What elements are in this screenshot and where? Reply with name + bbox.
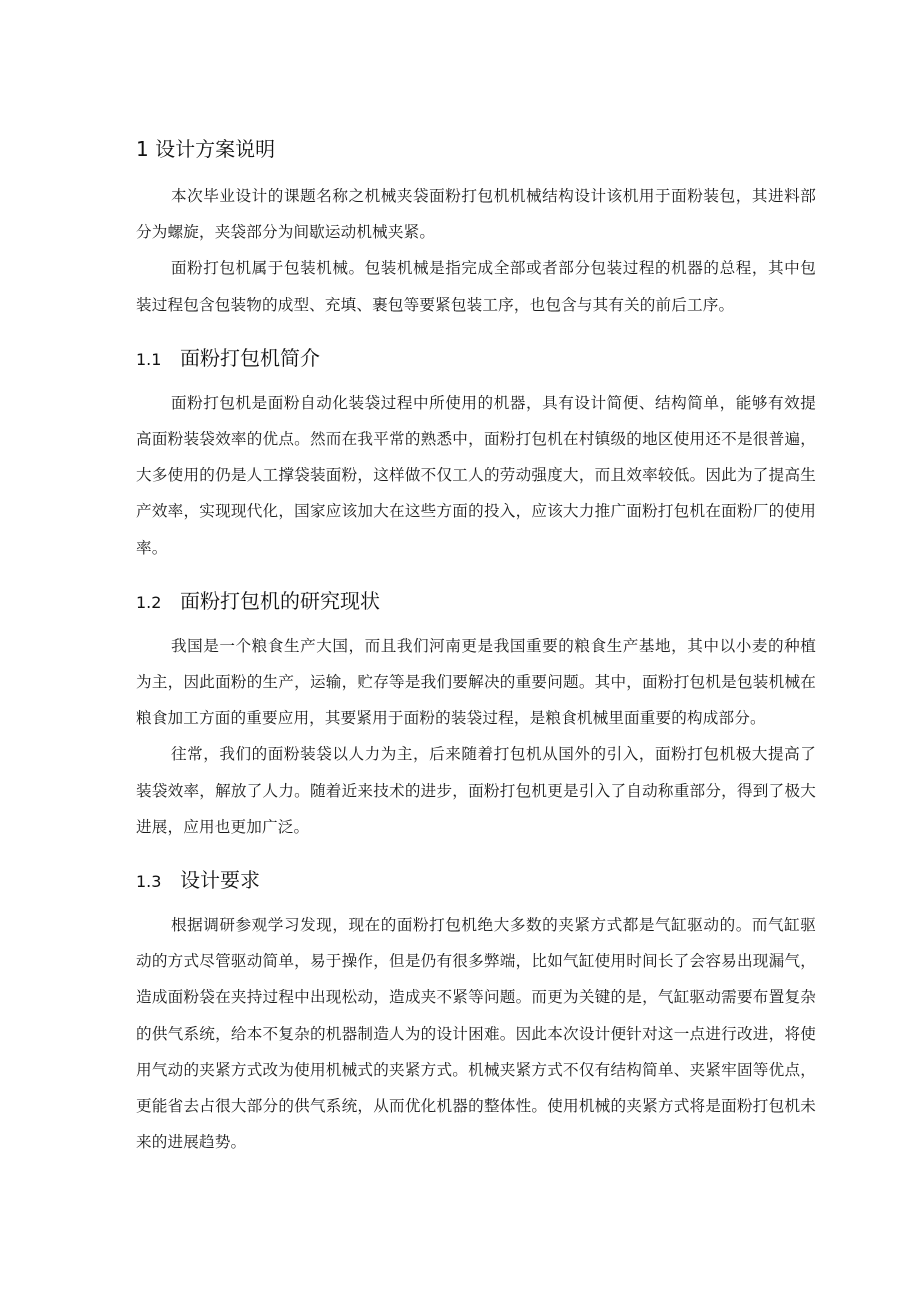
document-body — [136, 132, 816, 1160]
paragraph: 往常，我们的面粉装袋以人力为主，后来随着打包机从国外的引入，面粉打包机极大提高了装袋效率，解放了人力。随着近来技术的进步，面粉打包机更是引入了自动称重部分，得到了极大进展，应用也更加广泛。 — [136, 745, 816, 836]
paragraph: 根据调研参观学习发现，现在的面粉打包机绝大多数的夹紧方式都是气缸驱动的。而气缸驱动的方式尽管驱动简单，易于操作，但是仍有很多弊端，比如气缸使用时间长了会容易出现漏气，造成面粉袋在夹持过程中出现松动，造成夹不紧等问题。而更为关键的是，气缸驱动需要布置复杂的供气系统，给本不复杂的机器制造人为的设计困难。因此本次设计便针对这一点进行改进，将使用气动的夹紧方式改为使用机械式的夹紧方式。机械夹紧方式不仅有结构简单、夹紧牢固等优点，更能省去占很大部分的供气系统，从而优化机器的整体性。使用机械的夹紧方式将是面粉打包机未来的进展趋势。 — [136, 916, 816, 1152]
section-number: 1.1 — [136, 349, 162, 369]
section-title: 面粉打包机简介 — [180, 345, 320, 370]
section-heading-1: 1 设计方案说明 — [136, 137, 276, 161]
section-heading-1-3 — [136, 863, 816, 897]
paragraph: 我国是一个粮食生产大国，而且我们河南更是我国重要的粮食生产基地，其中以小麦的种植为主，因此面粉的生产，运输，贮存等是我们要解决的重要问题。其中，面粉打包机是包装机械在粮食加工方面的重要应用，其要紧用于面粉的装袋过程，是粮食机械里面重要的构成部分。 — [136, 636, 816, 728]
section-title: 设计要求 — [180, 868, 260, 893]
section-heading-1-2 — [136, 584, 816, 618]
paragraph: 面粉打包机属于包装机械。包装机械是指完成全部或者部分包装过程的机器的总程，其中包装过程包含包装物的成型、充填、裹包等要紧包装工序，也包含与其有关的前后工序。 — [136, 259, 816, 314]
paragraph: 本次毕业设计的课题名称之机械夹袋面粉打包机机械结构设计该机用于面粉装包，其进料部分为螺旋，夹袋部分为间歇运动机械夹紧。 — [136, 187, 816, 242]
section-heading-1-1 — [136, 341, 816, 375]
section-number: 1.3 — [136, 872, 162, 892]
section-title: 面粉打包机的研究现状 — [180, 588, 380, 613]
paragraph: 面粉打包机是面粉自动化装袋过程中所使用的机器，具有设计简便、结构简单，能够有效提高面粉装袋效率的优点。然而在我平常的熟悉中，面粉打包机在村镇级的地区使用还不是很普遍，大多使用的仍是人工撑袋装面粉，这样做不仅工人的劳动强度大，而且效率较低。因此为了提高生产效率，实现现代化，国家应该加大在这些方面的投入，应该大力推广面粉打包机在面粉厂的使用率。 — [136, 393, 816, 557]
section-number: 1.2 — [136, 592, 162, 612]
